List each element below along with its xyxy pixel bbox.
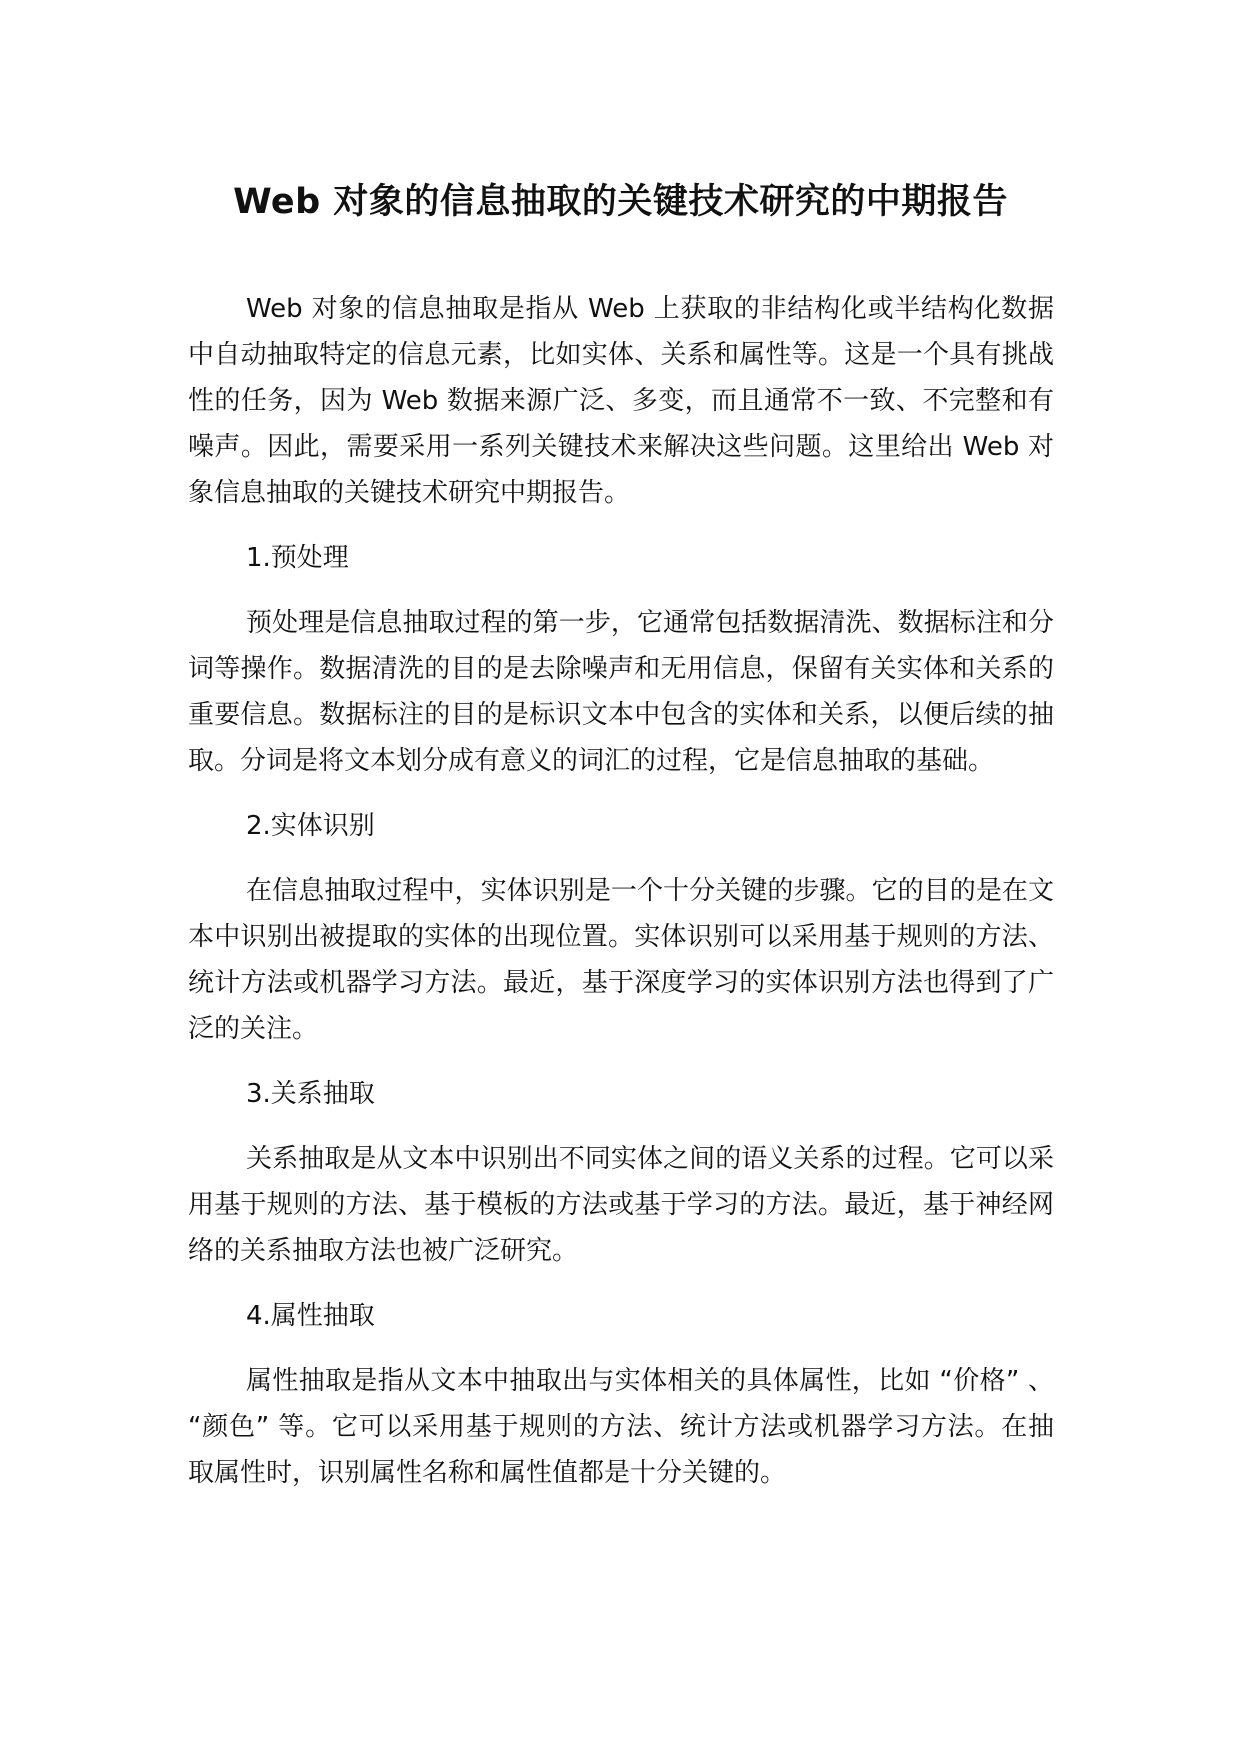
section-body-attribute-extraction: 属性抽取是指从文本中抽取出与实体相关的具体属性，比如 “价格” 、 “颜色” 等。它可以采用基于规则的方法、统计方法或机器学习方法。在抽取属性时，识别属性名称和属性值都是十分关键的。 [188,1366,1054,1488]
section-heading-entity-recognition: 2.实体识别 [246,811,375,841]
document-body [188,286,1054,1515]
section-heading-relation-extraction: 3.关系抽取 [246,1079,375,1109]
section-heading-attribute-extraction: 4.属性抽取 [246,1301,375,1331]
section-body-preprocessing: 预处理是信息抽取过程的第一步，它通常包括数据清洗、数据标注和分词等操作。数据清洗的目的是去除噪声和无用信息，保留有关实体和关系的重要信息。数据标注的目的是标识文本中包含的实体和关系，以便后续的抽取。分词是将文本划分成有意义的词汇的过程，它是信息抽取的基础。 [188,608,1054,776]
section-heading-preprocessing: 1.预处理 [246,543,349,573]
section-body-entity-recognition: 在信息抽取过程中，实体识别是一个十分关键的步骤。它的目的是在文本中识别出被提取的实体的出现位置。实体识别可以采用基于规则的方法、统计方法或机器学习方法。最近，基于深度学习的实体识别方法也得到了广泛的关注。 [188,876,1054,1044]
document-title: Web 对象的信息抽取的关键技术研究的中期报告 [233,182,1008,222]
section-body-relation-extraction: 关系抽取是从文本中识别出不同实体之间的语义关系的过程。它可以采用基于规则的方法、基于模板的方法或基于学习的方法。最近，基于神经网络的关系抽取方法也被广泛研究。 [188,1144,1054,1266]
intro-paragraph: Web 对象的信息抽取是指从 Web 上获取的非结构化或半结构化数据中自动抽取特定的信息元素，比如实体、关系和属性等。这是一个具有挑战性的任务，因为 Web 数据来源广泛、多变，而且通常不一致、不完整和有噪声。因此，需要采用一系列关键技术来解决这些问题。这里给出 Web 对象信息抽取的关键技术研究中期报告。 [188,294,1054,508]
